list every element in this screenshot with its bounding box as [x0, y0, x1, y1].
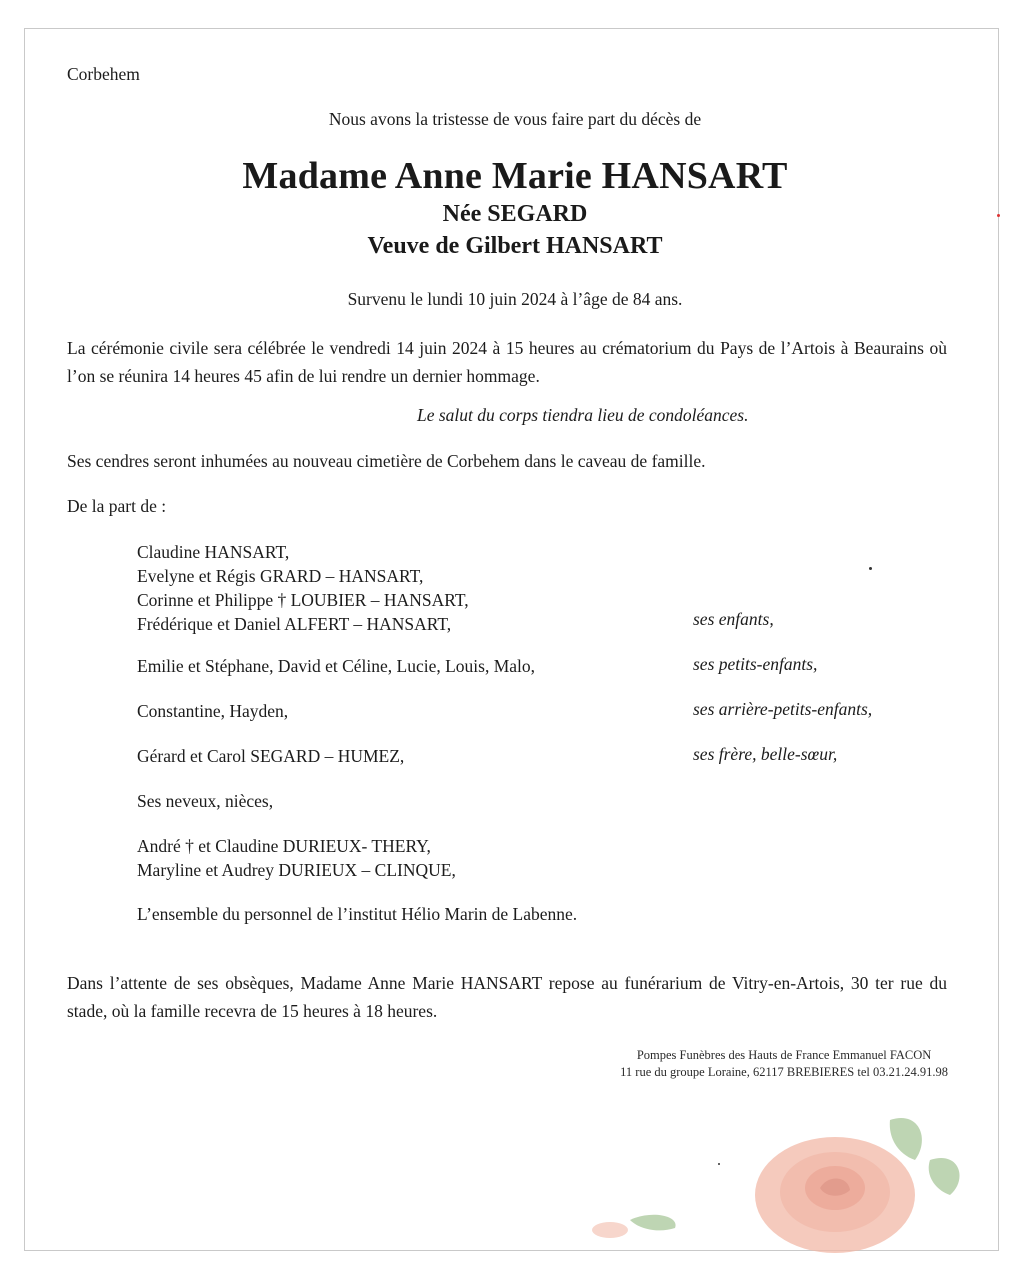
other-relatives	[137, 834, 456, 882]
death-info: Survenu le lundi 10 juin 2024 à l’âge de 84 ans.	[347, 289, 683, 309]
grandchildren: Emilie et Stéphane, David et Céline, Lucie, Louis, Malo,	[137, 656, 536, 676]
widow-of: Veuve de Gilbert HANSART	[367, 233, 663, 259]
ceremony-paragraph: La cérémonie civile sera célébrée le vendredi 14 juin 2024 à 15 heures au crématorium du Pays de l’Artois à Beaurains où l’on se réunira 14 heures 45 afin de lui rendre un dernier hommage.	[67, 338, 947, 386]
rose-petal-icon	[592, 1222, 628, 1238]
leaf-icon	[929, 1158, 960, 1195]
condolences-note: Le salut du corps tiendra lieu de condoléances.	[417, 405, 749, 425]
funeral-home-name: Pompes Funèbres des Hauts de France Emmanuel FACON	[636, 1048, 932, 1062]
great-grandchildren-relation: ses arrière-petits-enfants,	[693, 699, 873, 719]
sibling: Gérard et Carol SEGARD – HUMEZ,	[137, 746, 405, 766]
leaf-icon	[890, 1118, 922, 1160]
list-item: Evelyne et Régis GRARD – HANSART,	[137, 566, 424, 586]
nephews-nieces: Ses neveux, nièces,	[137, 791, 274, 811]
ashes-paragraph: Ses cendres seront inhumées au nouveau cimetière de Corbehem dans le caveau de famille.	[67, 451, 706, 471]
children-list	[137, 540, 469, 636]
funerarium-paragraph: Dans l’attente de ses obsèques, Madame Anne Marie HANSART repose au funérarium de Vitry-en-Artois, 30 ter rue du stade, où la famille recevra de 15 heures à 18 heures.	[67, 973, 947, 1021]
maiden-name: Née SEGARD	[442, 201, 588, 227]
rose-illustration-icon	[570, 1100, 970, 1260]
staff-line: L’ensemble du personnel de l’institut Hélio Marin de Labenne.	[137, 904, 578, 924]
list-item: Claudine HANSART,	[137, 542, 290, 562]
list-item: Corinne et Philippe † LOUBIER – HANSART,	[137, 590, 469, 610]
intro-text: Nous avons la tristesse de vous faire part du décès de	[328, 109, 702, 129]
children-relation: ses enfants,	[693, 609, 774, 629]
town-name: Corbehem	[67, 64, 140, 84]
funeral-home-address: 11 rue du groupe Loraine, 62117 BREBIERES tel 03.21.24.91.98	[620, 1065, 948, 1079]
speck	[997, 214, 1000, 217]
list-item: André † et Claudine DURIEUX- THERY,	[137, 836, 431, 856]
deceased-name: Madame Anne Marie HANSART	[242, 155, 788, 197]
from-label: De la part de :	[67, 496, 167, 516]
list-item: Maryline et Audrey DURIEUX – CLINQUE,	[137, 860, 456, 880]
speck	[869, 567, 872, 570]
leaf-icon	[630, 1215, 676, 1231]
sibling-relation: ses frère, belle-sœur,	[693, 744, 838, 764]
funeral-home-block	[620, 1047, 948, 1081]
grandchildren-relation: ses petits-enfants,	[693, 654, 818, 674]
great-grandchildren: Constantine, Hayden,	[137, 701, 289, 721]
list-item: Frédérique et Daniel ALFERT – HANSART,	[137, 614, 452, 634]
